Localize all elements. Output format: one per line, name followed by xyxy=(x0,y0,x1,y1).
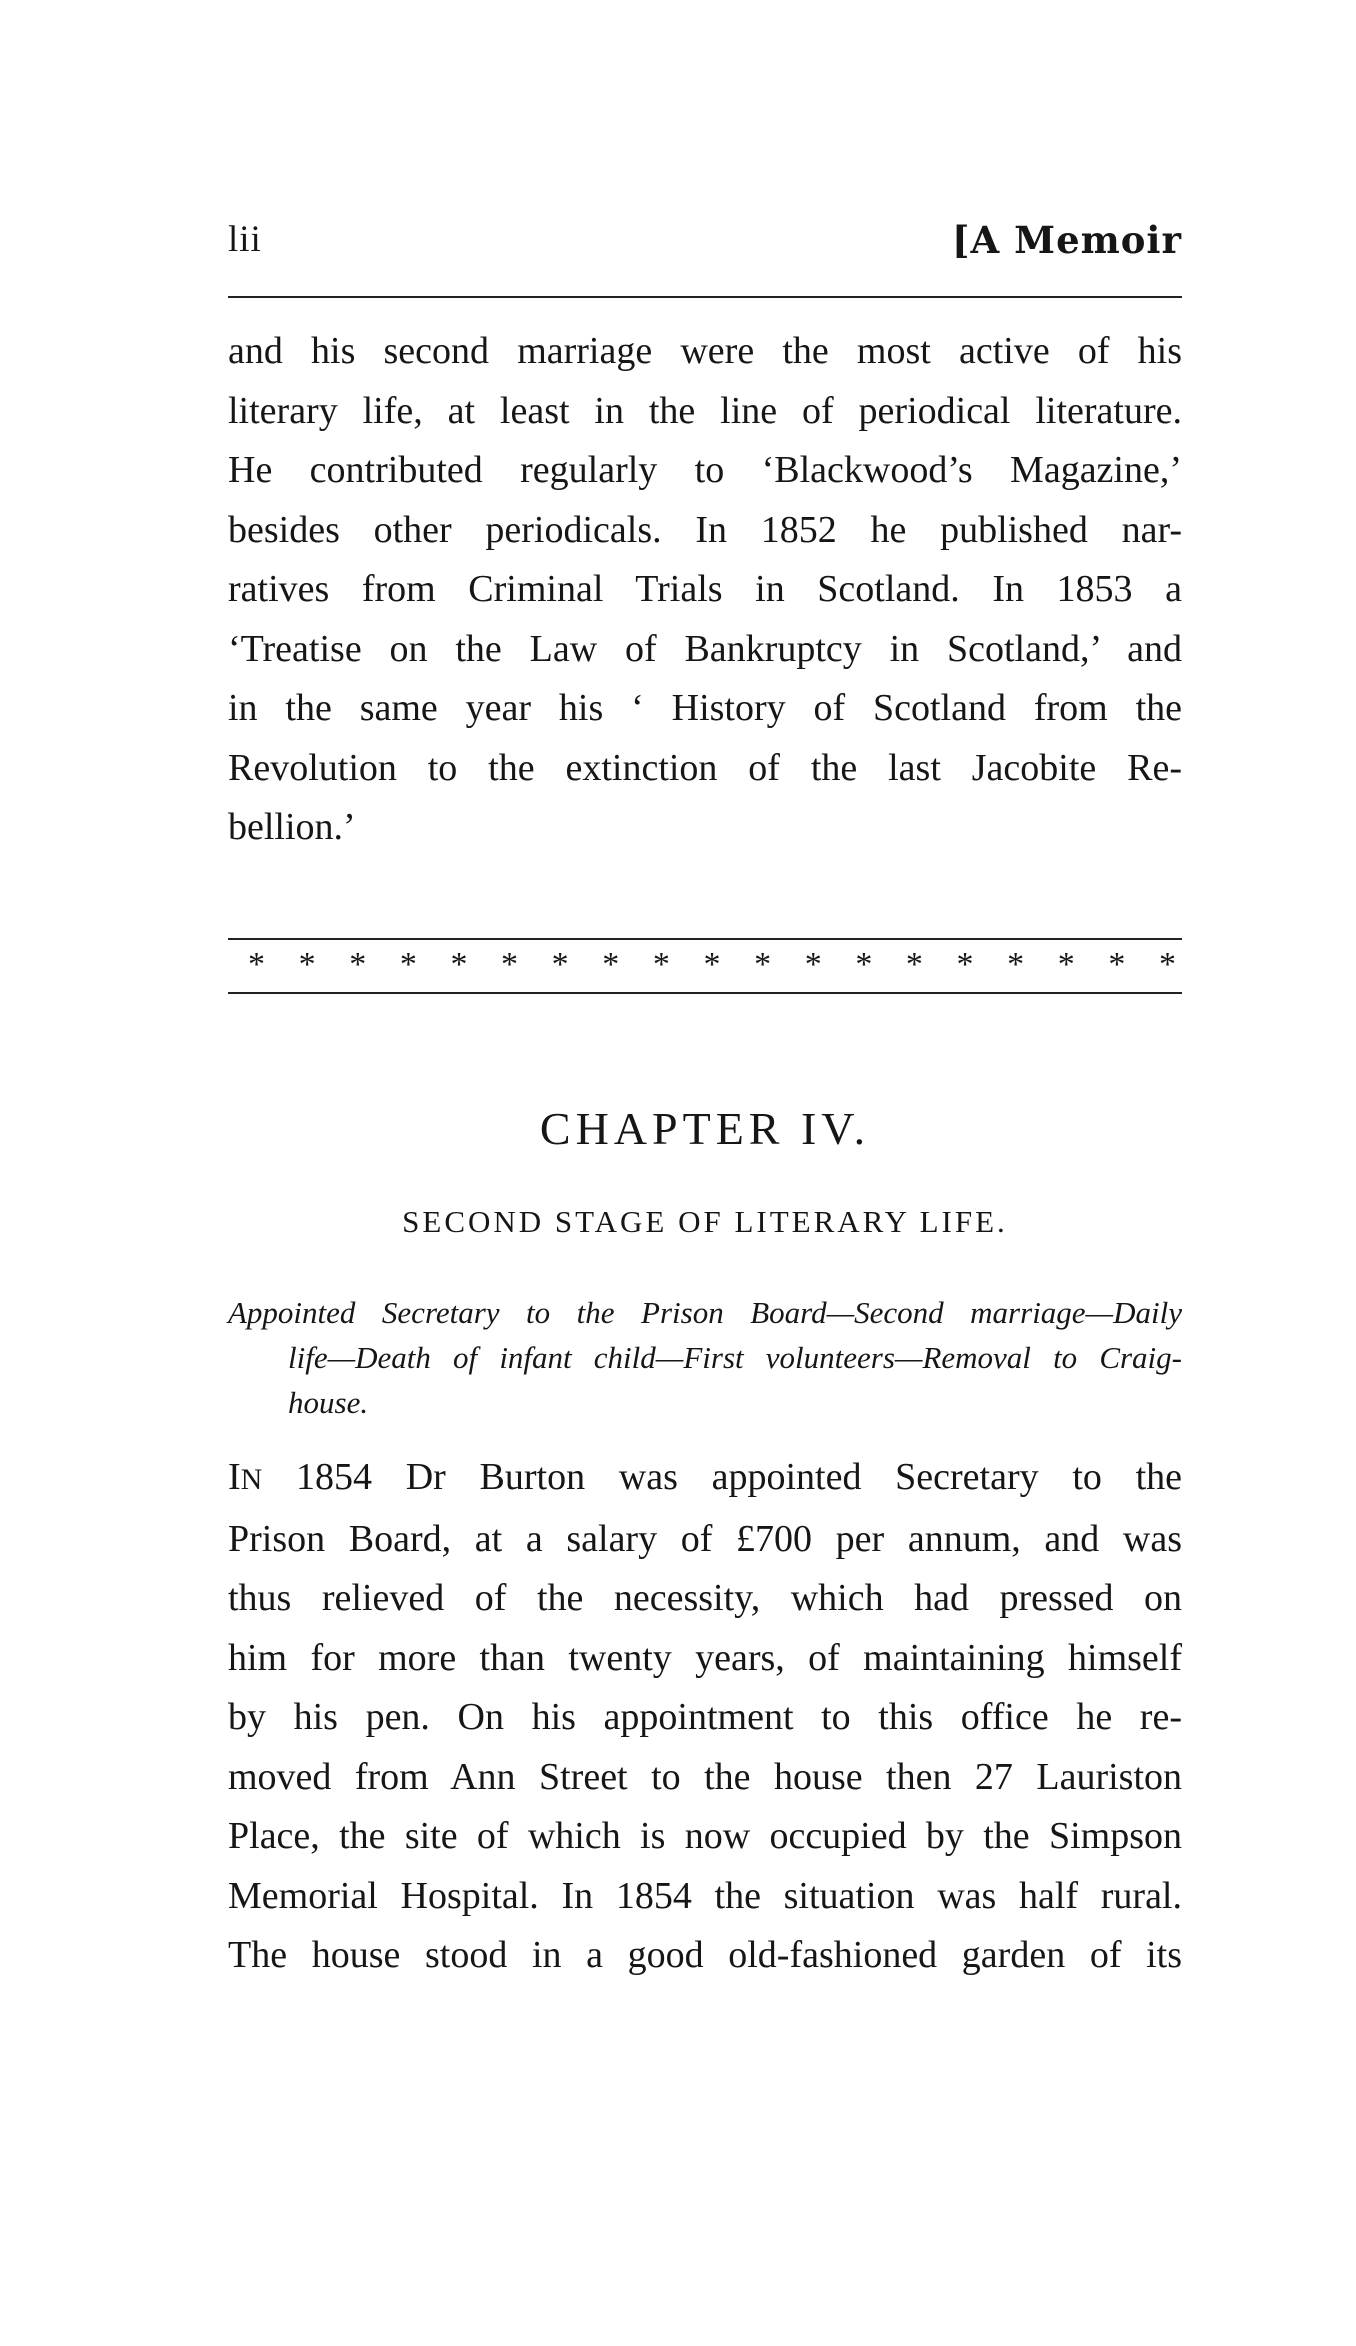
asterisk-ornament: * xyxy=(905,946,923,983)
opening-small-caps: N xyxy=(240,1463,263,1496)
asterisk-ornament: * xyxy=(450,946,468,983)
text-line: moved from Ann Street to the house then 27 Lauriston xyxy=(228,1755,1182,1798)
text-line: Memorial Hospital. In 1854 the situation was half rural. xyxy=(228,1874,1182,1917)
argument-line: Appointed Secretary to the Prison Board—Second marriage—Daily xyxy=(228,1295,1182,1330)
divider-rule-bottom xyxy=(228,992,1182,994)
chapter-subtitle: SECOND STAGE OF LITERARY LIFE. xyxy=(402,1204,1008,1239)
text-line: bellion.’ xyxy=(228,806,356,848)
chapter-paragraph xyxy=(228,1448,1182,1986)
running-head xyxy=(228,218,1182,278)
text-line: and his second marriage were the most active of his xyxy=(228,330,1182,372)
asterisk-ornament: * xyxy=(501,946,519,983)
asterisk-ornament: * xyxy=(248,946,265,983)
text-line: Revolution to the extinction of the last Jacobite Re- xyxy=(228,746,1182,789)
text-line: besides other periodicals. In 1852 he published nar- xyxy=(228,508,1182,551)
opening-line-rest: 1854 Dr Burton was appointed Secretary to the xyxy=(262,1456,1182,1498)
text-line: Place, the site of which is now occupied by the Simpson xyxy=(228,1815,1182,1857)
asterisk-ornament: * xyxy=(349,946,367,983)
page-number: lii xyxy=(228,219,262,260)
asterisk-ornament: * xyxy=(1158,946,1176,983)
asterisk-ornament: * xyxy=(399,946,417,983)
running-title: [A Memoir xyxy=(952,218,1182,262)
chapter-argument xyxy=(228,1290,1182,1425)
text-line: The house stood in a good old-fashioned garden of its xyxy=(228,1934,1182,1976)
text-line: literary life, at least in the line of periodical literature. xyxy=(228,389,1182,432)
text-line: by his pen. On his appointment to this office he re- xyxy=(228,1696,1182,1738)
text-line: him for more than twenty years, of maintaining himself xyxy=(228,1636,1182,1679)
asterisk-ornament: * xyxy=(1007,946,1025,983)
asterisk-ornament: * xyxy=(298,946,316,983)
divider-rule-top xyxy=(228,938,1182,940)
asterisk-ornament: * xyxy=(652,946,670,983)
asterisk-ornament: * xyxy=(956,946,974,983)
argument-line: life—Death of infant child—First volunteers—Removal to Craig- xyxy=(288,1340,1182,1375)
asterisk-ornament: * xyxy=(804,946,822,983)
asterisk-ornament: * xyxy=(602,946,620,983)
text-line: Prison Board, at a salary of £700 per annum, and was xyxy=(228,1517,1182,1560)
argument-line: house. xyxy=(288,1385,369,1420)
section-divider xyxy=(228,938,1182,994)
text-line-opening xyxy=(228,1448,1182,1510)
text-line: ‘Treatise on the Law of Bankruptcy in Scotland,’ and xyxy=(228,627,1182,670)
text-line: He contributed regularly to ‘Blackwood’s Magazine,’ xyxy=(228,449,1182,491)
asterism-row xyxy=(248,945,1176,985)
asterisk-ornament: * xyxy=(551,946,569,983)
paragraph-continued xyxy=(228,322,1182,858)
asterisk-ornament: * xyxy=(1108,946,1126,983)
asterisk-ornament: * xyxy=(703,946,721,983)
asterisk-ornament: * xyxy=(1057,946,1075,983)
asterisk-ornament: * xyxy=(855,946,873,983)
text-line: thus relieved of the necessity, which had pressed on xyxy=(228,1577,1182,1619)
text-line: in the same year his ‘ History of Scotland from the xyxy=(228,687,1182,729)
text-line: ratives from Criminal Trials in Scotland. In 1853 a xyxy=(228,568,1182,610)
header-rule xyxy=(228,296,1182,298)
asterisk-ornament: * xyxy=(754,946,772,983)
chapter-title: CHAPTER IV. xyxy=(539,1103,871,1154)
opening-initial: I xyxy=(228,1456,241,1498)
